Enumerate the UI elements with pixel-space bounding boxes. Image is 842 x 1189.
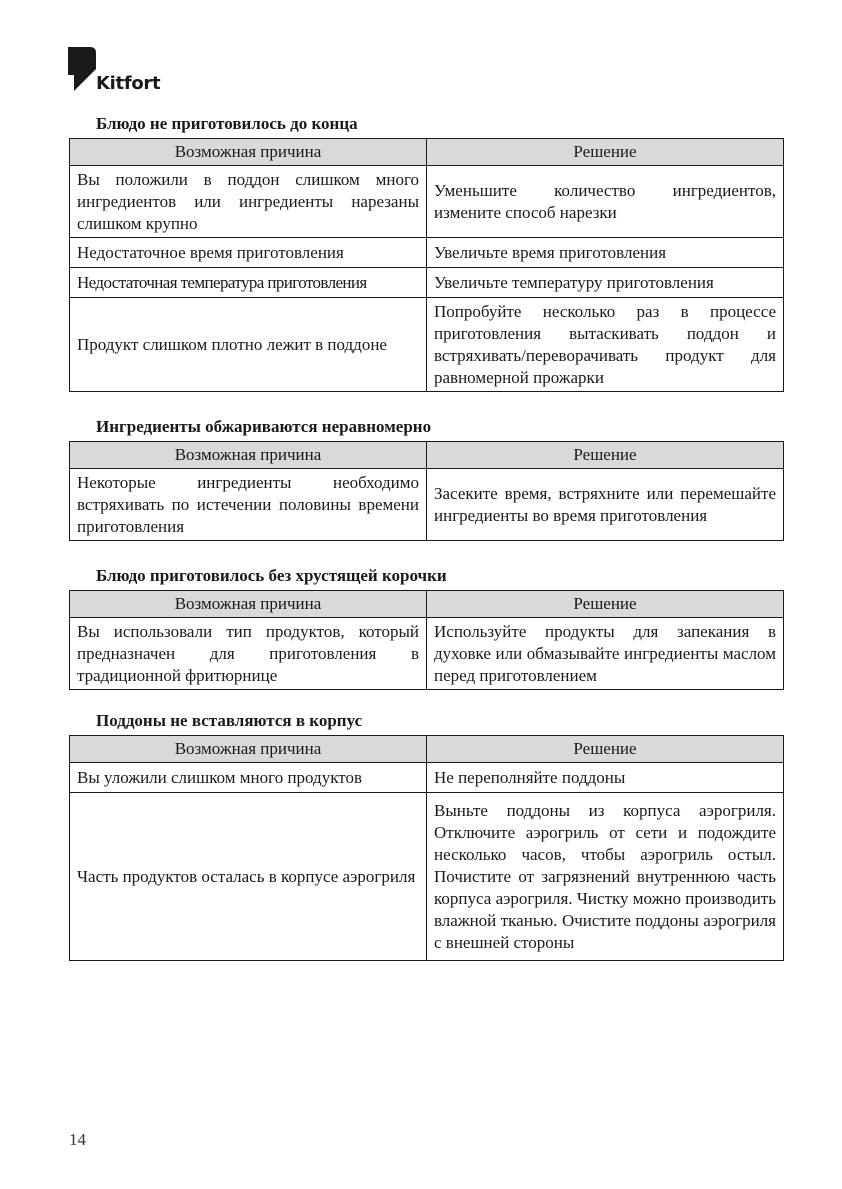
solution-cell: Уменьшите количество ингредиентов, измените способ нарезки bbox=[427, 166, 784, 238]
section-title: Поддоны не вставляются в корпус bbox=[96, 711, 363, 730]
header-cause: Возможная причина bbox=[70, 139, 427, 166]
kitfort-logo-icon bbox=[68, 47, 96, 91]
table-row bbox=[70, 618, 784, 690]
table-row bbox=[70, 298, 784, 392]
table-row bbox=[70, 166, 784, 238]
cause-cell: Вы использовали тип продуктов, который предназначен для приготовления в традиционной фритюрнице bbox=[70, 618, 427, 690]
section-no-crust bbox=[69, 566, 783, 690]
page-number: 14 bbox=[69, 1130, 86, 1149]
section-title: Блюдо приготовилось без хрустящей корочки bbox=[96, 566, 447, 585]
header-solution: Решение bbox=[427, 736, 784, 763]
troubleshooting-table bbox=[69, 590, 784, 690]
header-solution: Решение bbox=[427, 442, 784, 469]
table-row bbox=[70, 268, 784, 298]
solution-cell: Засеките время, встряхните или перемешайте ингредиенты во время приготовления bbox=[427, 469, 784, 541]
table-header-row bbox=[70, 139, 784, 166]
table-header-row bbox=[70, 442, 784, 469]
section-title: Ингредиенты обжариваются неравномерно bbox=[96, 417, 432, 436]
cause-cell: Вы положили в поддон слишком много ингредиентов или ингредиенты нарезаны слишком крупно bbox=[70, 166, 427, 238]
section-trays-not-inserting bbox=[69, 711, 783, 961]
cause-cell: Недостаточное время приготовления bbox=[70, 238, 427, 268]
table-row bbox=[70, 238, 784, 268]
table-row bbox=[70, 793, 784, 961]
table-header-row bbox=[70, 736, 784, 763]
table-header-row bbox=[70, 591, 784, 618]
section-title: Блюдо не приготовилось до конца bbox=[96, 114, 358, 133]
solution-cell: Выньте поддоны из корпуса аэрогриля. Отключите аэрогриль от сети и подождите несколько часов, чтобы аэрогриль остыл. Почистите от загрязнений внутреннюю часть корпуса аэрогриля. Чистку можно производить влажной тканью. Очистите поддоны аэрогриля с внешней стороны bbox=[427, 793, 784, 961]
solution-cell: Попробуйте несколько раз в процессе приготовления вытаскивать поддон и встряхивать/переворачивать продукт для равномерной прожарки bbox=[427, 298, 784, 392]
solution-cell: Не переполняйте поддоны bbox=[427, 763, 784, 793]
brand-logo bbox=[68, 47, 178, 97]
table-row bbox=[70, 763, 784, 793]
troubleshooting-table bbox=[69, 441, 784, 541]
cause-cell: Недостаточная температура приготовления bbox=[70, 268, 427, 298]
brand-name: Kitfort bbox=[96, 73, 161, 94]
cause-cell: Часть продуктов осталась в корпусе аэрогриля bbox=[70, 793, 427, 961]
section-uneven-frying bbox=[69, 417, 783, 541]
cause-cell: Продукт слишком плотно лежит в поддоне bbox=[70, 298, 427, 392]
header-cause: Возможная причина bbox=[70, 442, 427, 469]
header-cause: Возможная причина bbox=[70, 736, 427, 763]
header-solution: Решение bbox=[427, 139, 784, 166]
table-row bbox=[70, 469, 784, 541]
solution-cell: Увеличьте время приготовления bbox=[427, 238, 784, 268]
solution-cell: Увеличьте температуру приготовления bbox=[427, 268, 784, 298]
header-solution: Решение bbox=[427, 591, 784, 618]
cause-cell: Некоторые ингредиенты необходимо встряхивать по истечении половины времени приготовления bbox=[70, 469, 427, 541]
solution-cell: Используйте продукты для запекания в духовке или обмазывайте ингредиенты маслом перед приготовлением bbox=[427, 618, 784, 690]
troubleshooting-table bbox=[69, 735, 784, 961]
cause-cell: Вы уложили слишком много продуктов bbox=[70, 763, 427, 793]
troubleshooting-table bbox=[69, 138, 784, 392]
section-not-cooked bbox=[69, 114, 783, 392]
header-cause: Возможная причина bbox=[70, 591, 427, 618]
